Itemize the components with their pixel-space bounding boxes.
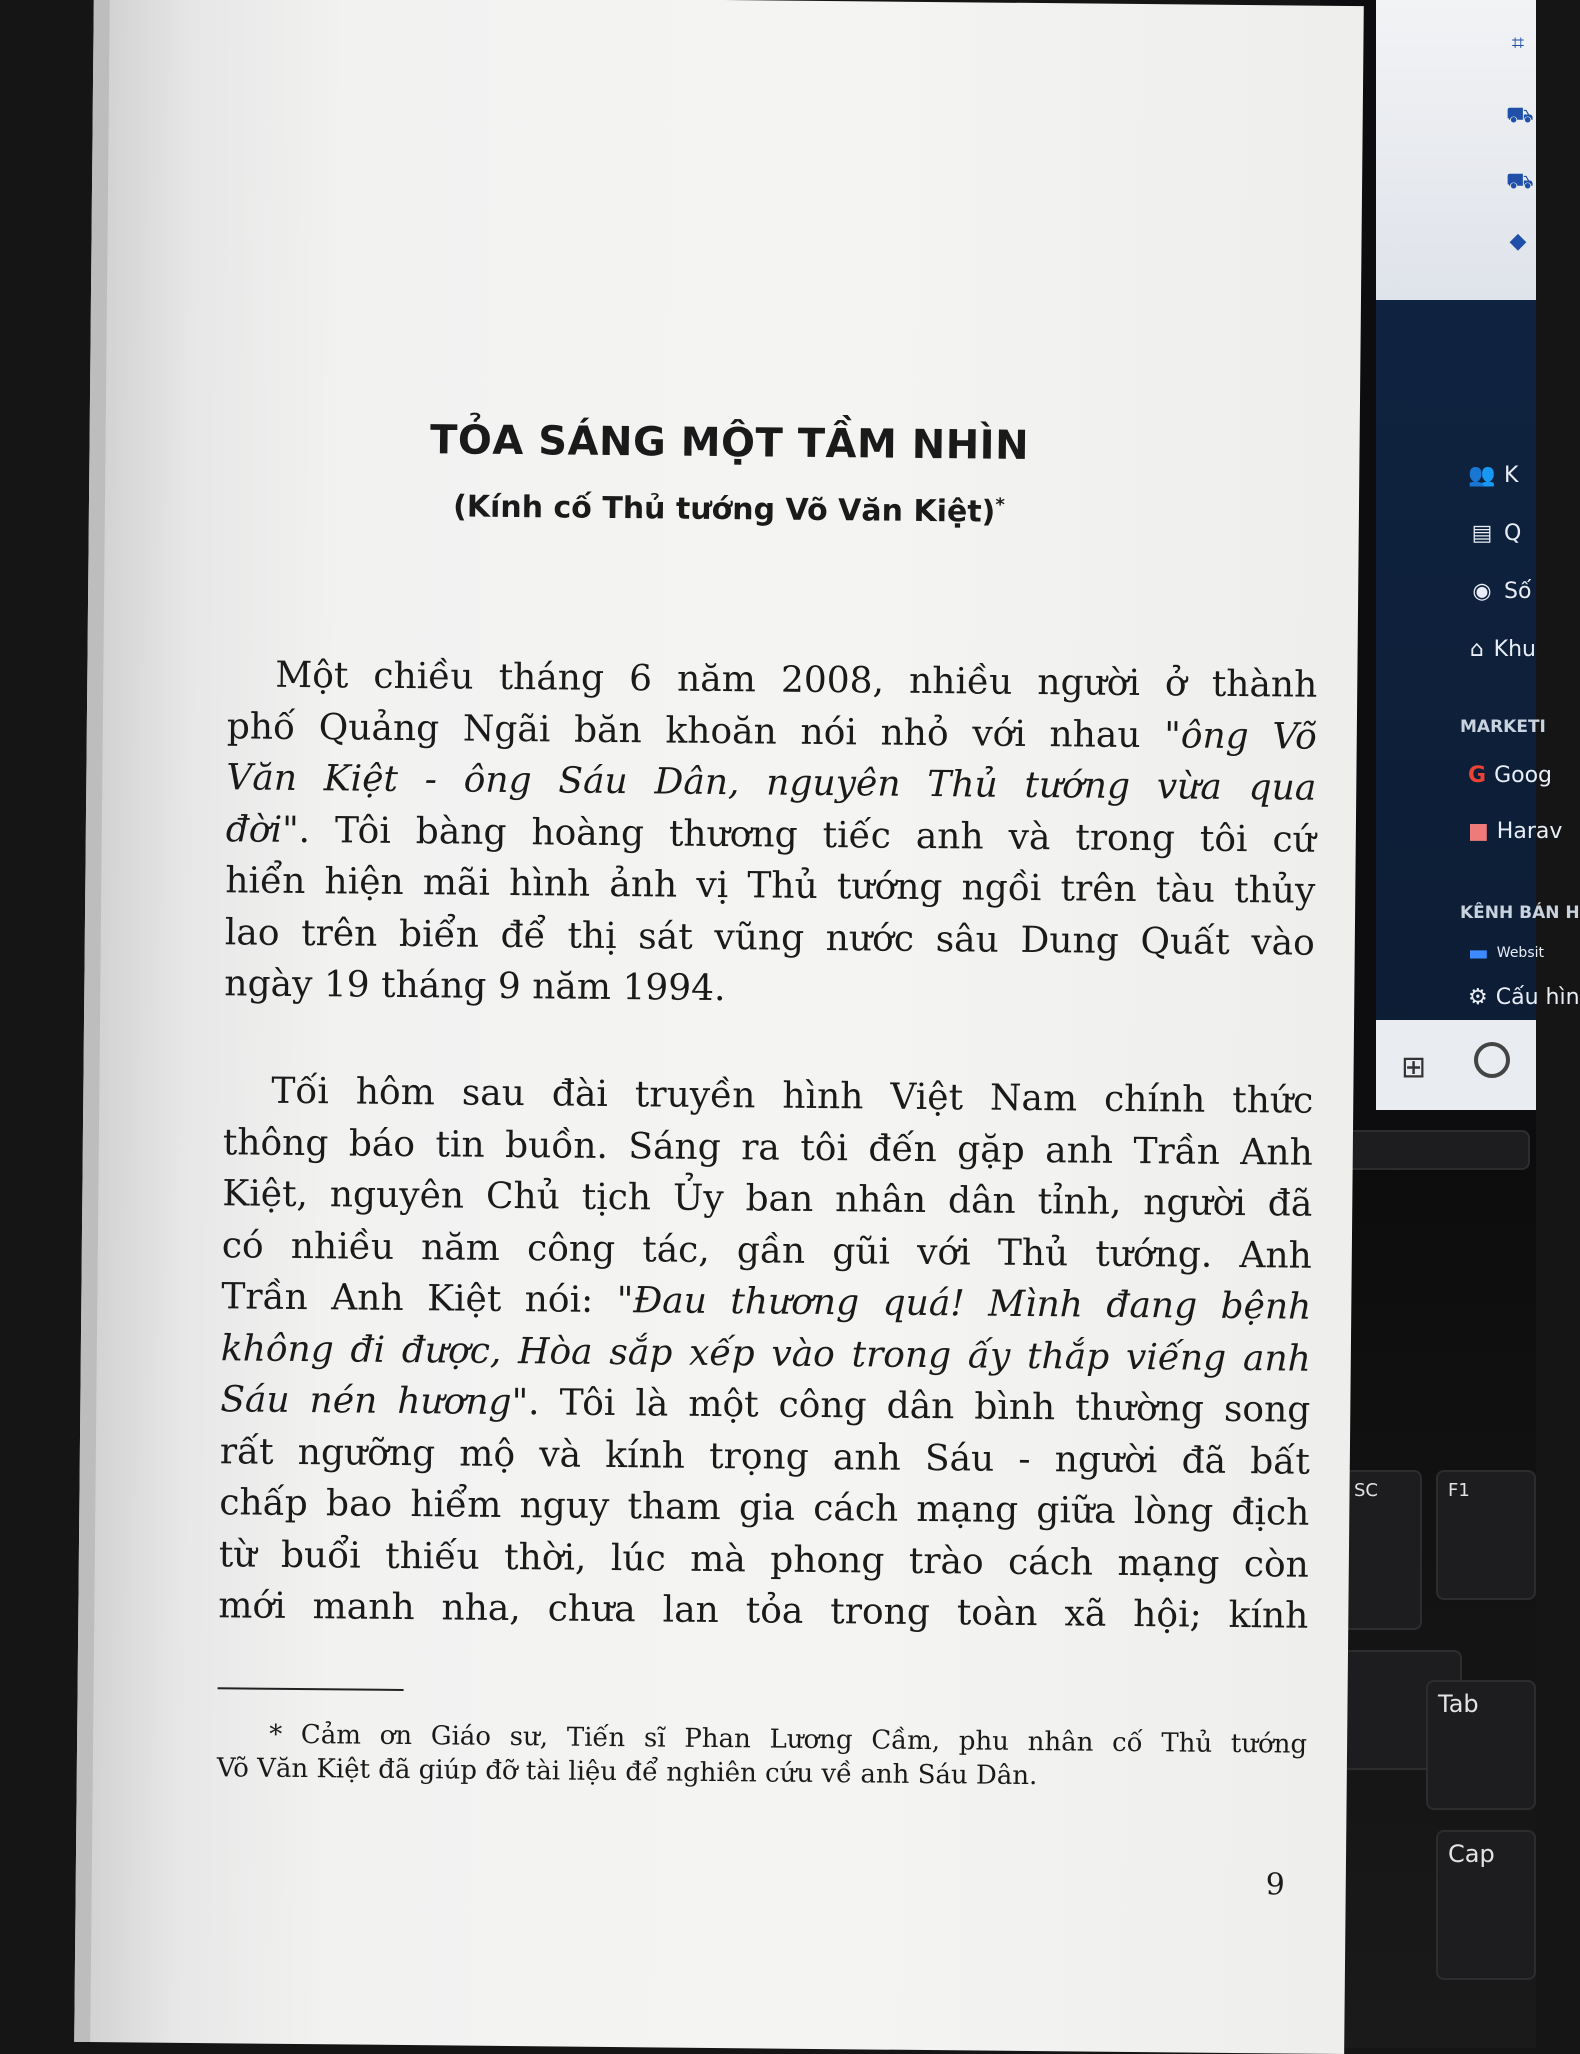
sidebar-item-store[interactable]	[1376, 629, 1536, 669]
search-icon[interactable]	[1474, 1042, 1510, 1078]
text-span: Trần Anh Kiệt nói:	[221, 1276, 617, 1322]
taskbar	[1376, 1020, 1536, 1110]
sidebar-item-label: Websit	[1496, 945, 1544, 961]
text-span: phố Quảng Ngãi băn khoăn nói nhỏ với nhau	[226, 705, 1165, 756]
sidebar-item-label: Khu	[1493, 636, 1536, 662]
sidebar-item-customers[interactable]	[1376, 455, 1536, 495]
keyboard-strip	[1340, 1130, 1530, 1170]
text-line: lao trên biển để thị sát vũng nước sâu Dung Quất vào	[224, 911, 1316, 964]
sidebar-item-label: Cấu hìn	[1495, 984, 1580, 1010]
sidebar-item-settings[interactable]	[1376, 977, 1580, 1017]
quote-span: "Đau thương quá! Mình đang bệnh	[616, 1280, 1312, 1328]
chapter-subtitle-text: (Kính cố Thủ tướng Võ Văn Kiệt)	[452, 489, 996, 530]
code-icon[interactable]: ⌗	[1511, 31, 1525, 56]
text-line: mới manh nha, chưa lan tỏa trong toàn xã hội; kính	[218, 1585, 1309, 1637]
page-number: 9	[1265, 1867, 1286, 1903]
text-line: có nhiều năm công tác, gần gũi với Thủ tướng. Anh	[221, 1224, 1312, 1277]
caps-lock-key[interactable]: Cap	[1436, 1830, 1536, 1980]
book-page	[74, 0, 1364, 2054]
text-line: từ buổi thiếu thời, lúc mà phong trào cách mạng còn	[218, 1533, 1310, 1586]
footnote	[217, 1717, 1308, 1795]
footnote-line: Võ Văn Kiệt đã giúp đỡ tài liệu để nghiên cứu về anh Sáu Dân.	[216, 1753, 1038, 1792]
sidebar-item-label: Harav	[1496, 818, 1563, 844]
sidebar-item-products[interactable]	[1376, 513, 1536, 553]
quote-span: đời"	[225, 808, 299, 851]
sidebar-item-harav[interactable]	[1376, 811, 1563, 851]
text-line: ngày 19 tháng 9 năm 1994.	[224, 963, 726, 1010]
sidebar-item-label: Q	[1504, 520, 1522, 546]
tab-key[interactable]: Tab	[1426, 1680, 1536, 1810]
box-icon: ▤	[1471, 520, 1493, 546]
gear-icon: ⚙	[1468, 984, 1488, 1010]
sidebar-item-label: Số	[1504, 578, 1532, 604]
user-icon: 👥	[1468, 462, 1496, 488]
text-line: Kiệt, nguyên Chủ tịch Ủy ban nhân dân tỉnh, người đã	[222, 1173, 1313, 1225]
harav-icon: ■	[1468, 818, 1489, 844]
sidebar-item-website[interactable]	[1376, 933, 1544, 973]
tag-icon[interactable]: ◆	[1509, 229, 1527, 254]
text-line: thông báo tin buồn. Sáng ra tôi đến gặp anh Trần Anh	[222, 1121, 1313, 1174]
page-text	[216, 0, 1324, 1903]
page-spine-shadow	[74, 0, 110, 2042]
footnote-line: * Cảm ơn Giáo sư, Tiến sĩ Phan Lương Cầm, phu nhân cố Thủ tướng	[269, 1719, 1308, 1760]
footnote-marker: *	[995, 494, 1005, 516]
text-line: Một chiều tháng 6 năm 2008, nhiều người ở thành	[275, 654, 1318, 706]
chapter-subtitle	[229, 487, 1229, 532]
esc-key[interactable]: SC	[1342, 1470, 1422, 1630]
text-span: . Tôi là một công dân bình thường song	[527, 1382, 1311, 1431]
paragraph-2	[218, 1065, 1313, 1642]
quote-span: Sáu nén hương"	[220, 1379, 529, 1424]
laptop-screen	[1376, 0, 1580, 1110]
sidebar-item-finance[interactable]	[1376, 571, 1536, 611]
quote-span: "ông Võ	[1164, 714, 1317, 758]
section-marketing: MARKETI	[1460, 717, 1546, 737]
f1-key[interactable]: F1	[1436, 1470, 1536, 1600]
browser-area	[1376, 0, 1536, 300]
text-line: hiển hiện mãi hình ảnh vị Thủ tướng ngồi trên tàu thủy	[225, 860, 1316, 912]
text-span: . Tôi bàng hoàng thương tiếc anh và trong tôi cứ	[298, 809, 1316, 861]
chapter-title: TỎA SÁNG MỘT TẦM NHÌN	[429, 417, 1030, 469]
cart-icon[interactable]: ⛟	[1506, 103, 1534, 128]
truck-icon[interactable]: ⛟	[1506, 169, 1534, 194]
quote-span: Văn Kiệt - ông Sáu Dân, nguyên Thủ tướng vừa qua	[226, 757, 1317, 809]
store-icon: ⌂	[1469, 636, 1484, 662]
text-line: rất ngưỡng mộ và kính trọng anh Sáu - người đã bất	[219, 1430, 1311, 1483]
text-line: Tối hôm sau đài truyền hình Việt Nam chính thức	[271, 1070, 1314, 1122]
footnote-divider	[218, 1687, 404, 1691]
sidebar-item-label: Goog	[1494, 762, 1552, 788]
paragraph-1	[224, 649, 1317, 1020]
text-line: chấp bao hiểm nguy tham gia cách mạng giữa lòng địch	[219, 1482, 1310, 1534]
quote-span: không đi được, Hòa sắp xếp vào trong ấy thắp viếng anh	[220, 1327, 1312, 1380]
section-sales: KÊNH BÁN H	[1460, 903, 1580, 923]
web-icon: ▬	[1468, 940, 1489, 966]
windows-start-icon[interactable]: ⊞	[1401, 1050, 1427, 1085]
sidebar-item-google[interactable]	[1376, 755, 1552, 795]
coin-icon: ◉	[1472, 578, 1492, 604]
laptop-keyboard	[1340, 1130, 1536, 2048]
google-icon: G	[1468, 762, 1487, 788]
sidebar-item-label: K	[1504, 462, 1519, 488]
